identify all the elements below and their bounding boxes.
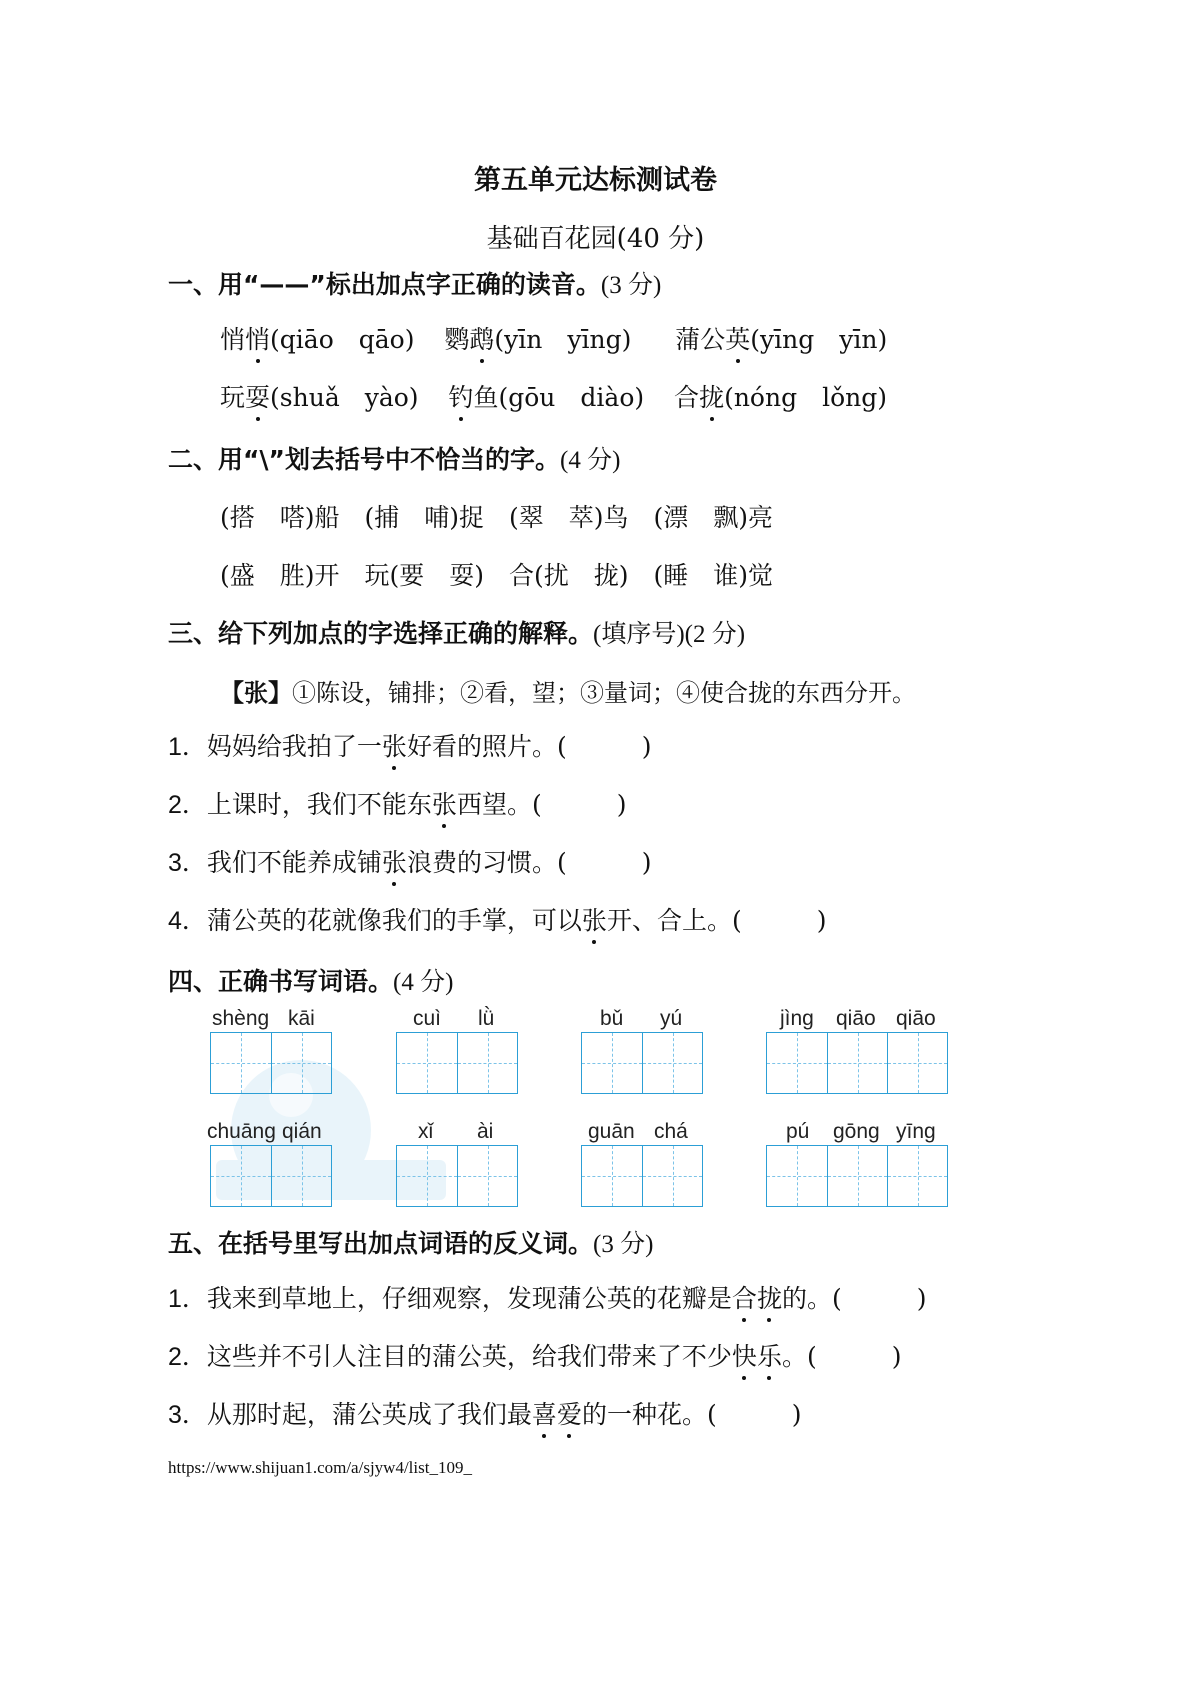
writing-grid[interactable] <box>396 1145 518 1207</box>
dotted-char: 张 <box>582 901 607 937</box>
pinyin-options: (shuǎ yào) <box>270 383 419 412</box>
writing-cell[interactable] <box>827 1146 887 1206</box>
s1-row-1 <box>220 320 887 356</box>
writing-cell[interactable] <box>211 1146 271 1206</box>
heading-text: 二、用“\”划去括号中不恰当的字。 <box>168 445 560 474</box>
s2-row-2: (盛 胜)开 玩(要 耍) 合(扰 拢) (睡 谁)觉 <box>220 561 774 590</box>
text: 从那时起，蒲公英成了我们最 <box>206 1400 532 1429</box>
text: 玩 <box>220 383 246 412</box>
answer-blank[interactable]: 。( ) <box>781 1342 902 1371</box>
writing-cell[interactable] <box>887 1146 947 1206</box>
heading-points: (4 分) <box>393 969 454 996</box>
pinyin-label: jìng <box>780 1007 814 1030</box>
pinyin-options: (yīng yīn) <box>750 325 888 354</box>
s1-row-2 <box>220 378 887 414</box>
writing-cell[interactable] <box>271 1146 331 1206</box>
dotted-char: 张 <box>432 785 457 821</box>
pinyin-label: chá <box>654 1120 688 1143</box>
writing-grid[interactable] <box>210 1145 332 1207</box>
answer-blank[interactable]: 开、合上。( ) <box>606 906 827 935</box>
section-2-heading <box>168 440 620 476</box>
heading-points: (3 分) <box>593 1231 654 1258</box>
dotted-char: 拢 <box>699 378 724 414</box>
dotted-char: 拢 <box>757 1279 782 1315</box>
dotted-char: 悄 <box>245 320 270 356</box>
pinyin-options: (nóng lǒng) <box>724 383 887 412</box>
writing-cell[interactable] <box>642 1033 702 1093</box>
text: 鹦 <box>444 325 470 354</box>
dotted-word <box>732 1342 782 1371</box>
s3-item-4 <box>168 901 826 937</box>
dotted-char: 张 <box>382 727 407 763</box>
answer-blank[interactable]: 的一种花。( ) <box>581 1400 802 1429</box>
page-title: 第五单元达标测试卷 <box>474 165 717 196</box>
s5-item-3 <box>168 1395 801 1431</box>
dotted-char: 张 <box>382 843 407 879</box>
dotted-char: 爱 <box>557 1395 582 1431</box>
pinyin-options: (qiāo qāo) <box>270 325 415 354</box>
writing-cell[interactable] <box>767 1033 827 1093</box>
text: 蒲公英的花就像我们的手掌，可以 <box>206 906 582 935</box>
definition-key: 【张】 <box>220 679 292 707</box>
pinyin-label: gōng <box>833 1120 880 1143</box>
s3-item-3 <box>168 843 651 879</box>
answer-blank[interactable]: 好看的照片。( ) <box>406 732 652 761</box>
writing-cell[interactable] <box>397 1146 457 1206</box>
answer-blank[interactable]: 西望。( ) <box>456 790 627 819</box>
item-number: 1． <box>168 733 207 761</box>
pinyin-label: shèng <box>212 1007 270 1030</box>
pinyin-label: qiāo <box>836 1007 876 1030</box>
answer-blank[interactable]: 浪费的习惯。( ) <box>406 848 652 877</box>
section-3-heading <box>168 614 745 650</box>
pinyin-label: yīng <box>896 1120 936 1143</box>
dotted-char: 乐 <box>757 1337 782 1373</box>
writing-cell[interactable] <box>582 1033 642 1093</box>
section-1-heading <box>168 265 661 301</box>
heading-points: (4 分) <box>560 447 621 474</box>
heading-text: 一、用“——”标出加点字正确的读音。 <box>168 270 601 299</box>
heading-text: 五、在括号里写出加点词语的反义词。 <box>168 1229 594 1258</box>
text: 合 <box>674 383 700 412</box>
text: 鱼 <box>473 383 499 412</box>
text: 悄 <box>220 325 246 354</box>
heading-points: (填序号)(2 分) <box>593 621 746 648</box>
heading-text: 三、给下列加点的字选择正确的解释。 <box>168 619 594 648</box>
pinyin-label: qián <box>282 1120 322 1143</box>
writing-grid[interactable] <box>766 1032 948 1094</box>
dotted-char: 耍 <box>245 378 270 414</box>
text: 上课时，我们不能东 <box>206 790 432 819</box>
dotted-char: 合 <box>732 1279 757 1315</box>
pinyin-label: xǐ <box>418 1120 434 1143</box>
writing-cell[interactable] <box>827 1033 887 1093</box>
definition-line <box>220 673 916 708</box>
item-number: 3． <box>168 1401 207 1429</box>
writing-cell[interactable] <box>397 1033 457 1093</box>
pinyin-label: pú <box>786 1120 810 1143</box>
pinyin-label: guān <box>588 1120 635 1143</box>
writing-grid[interactable] <box>581 1032 703 1094</box>
pinyin-label: chuāng <box>207 1120 276 1143</box>
writing-cell[interactable] <box>582 1146 642 1206</box>
answer-blank[interactable]: 的。( ) <box>781 1284 927 1313</box>
text: 妈妈给我拍了一 <box>206 732 382 761</box>
writing-grid[interactable] <box>210 1032 332 1094</box>
writing-cell[interactable] <box>457 1033 517 1093</box>
writing-grid[interactable] <box>581 1145 703 1207</box>
text: 我们不能养成铺 <box>206 848 382 877</box>
writing-cell[interactable] <box>887 1033 947 1093</box>
heading-points: (3 分) <box>600 272 662 299</box>
item-number: 2． <box>168 791 207 819</box>
text: 蒲公 <box>675 325 726 354</box>
text: 这些并不引人注目的蒲公英，给我们带来了不少 <box>206 1342 732 1371</box>
item-number: 2． <box>168 1343 207 1371</box>
writing-cell[interactable] <box>457 1146 517 1206</box>
writing-grid[interactable] <box>766 1145 948 1207</box>
text: 我来到草地上，仔细观察，发现蒲公英的花瓣是 <box>206 1284 732 1313</box>
s3-item-1 <box>168 727 651 763</box>
s5-item-1 <box>168 1279 926 1315</box>
pinyin-options: (gōu diào) <box>498 383 645 412</box>
dotted-word <box>732 1284 782 1313</box>
section-5-heading <box>168 1224 653 1260</box>
item-number: 4． <box>168 907 207 935</box>
pinyin-label: yú <box>660 1007 683 1030</box>
dotted-word <box>532 1400 582 1429</box>
s2-row-1: (搭 嗒)船 (捕 哺)捉 (翠 萃)鸟 (漂 飘)亮 <box>220 503 774 532</box>
section-subtitle: 基础百花园(40 分) <box>486 224 705 254</box>
item-number: 1． <box>168 1285 207 1313</box>
s3-item-2 <box>168 785 626 821</box>
dotted-char: 鹉 <box>469 320 494 356</box>
s5-item-2 <box>168 1337 901 1373</box>
pinyin-label: kāi <box>288 1007 315 1030</box>
pinyin-label: ài <box>477 1120 494 1143</box>
pinyin-label: cuì <box>413 1007 442 1030</box>
pinyin-label: lǜ <box>478 1007 495 1030</box>
writing-cell[interactable] <box>767 1146 827 1206</box>
section-4-heading <box>168 962 453 998</box>
writing-grid[interactable] <box>396 1032 518 1094</box>
dotted-char: 喜 <box>532 1395 557 1431</box>
dotted-char: 快 <box>732 1337 757 1373</box>
writing-cell[interactable] <box>642 1146 702 1206</box>
dotted-char: 英 <box>725 320 750 356</box>
writing-cell[interactable] <box>271 1033 331 1093</box>
writing-cell[interactable] <box>211 1033 271 1093</box>
pinyin-label: bǔ <box>600 1007 624 1030</box>
footer-url[interactable]: https://www.shijuan1.com/a/sjyw4/list_109_ <box>168 1458 472 1477</box>
pinyin-options: (yīn yīng) <box>494 325 632 354</box>
definition-text: ①陈设，铺排；②看，望；③量词；④使合拢的东西分开。 <box>292 679 916 707</box>
heading-text: 四、正确书写词语。 <box>168 967 394 996</box>
pinyin-label: qiāo <box>896 1007 936 1030</box>
dotted-char: 钓 <box>448 378 473 414</box>
item-number: 3． <box>168 849 207 877</box>
